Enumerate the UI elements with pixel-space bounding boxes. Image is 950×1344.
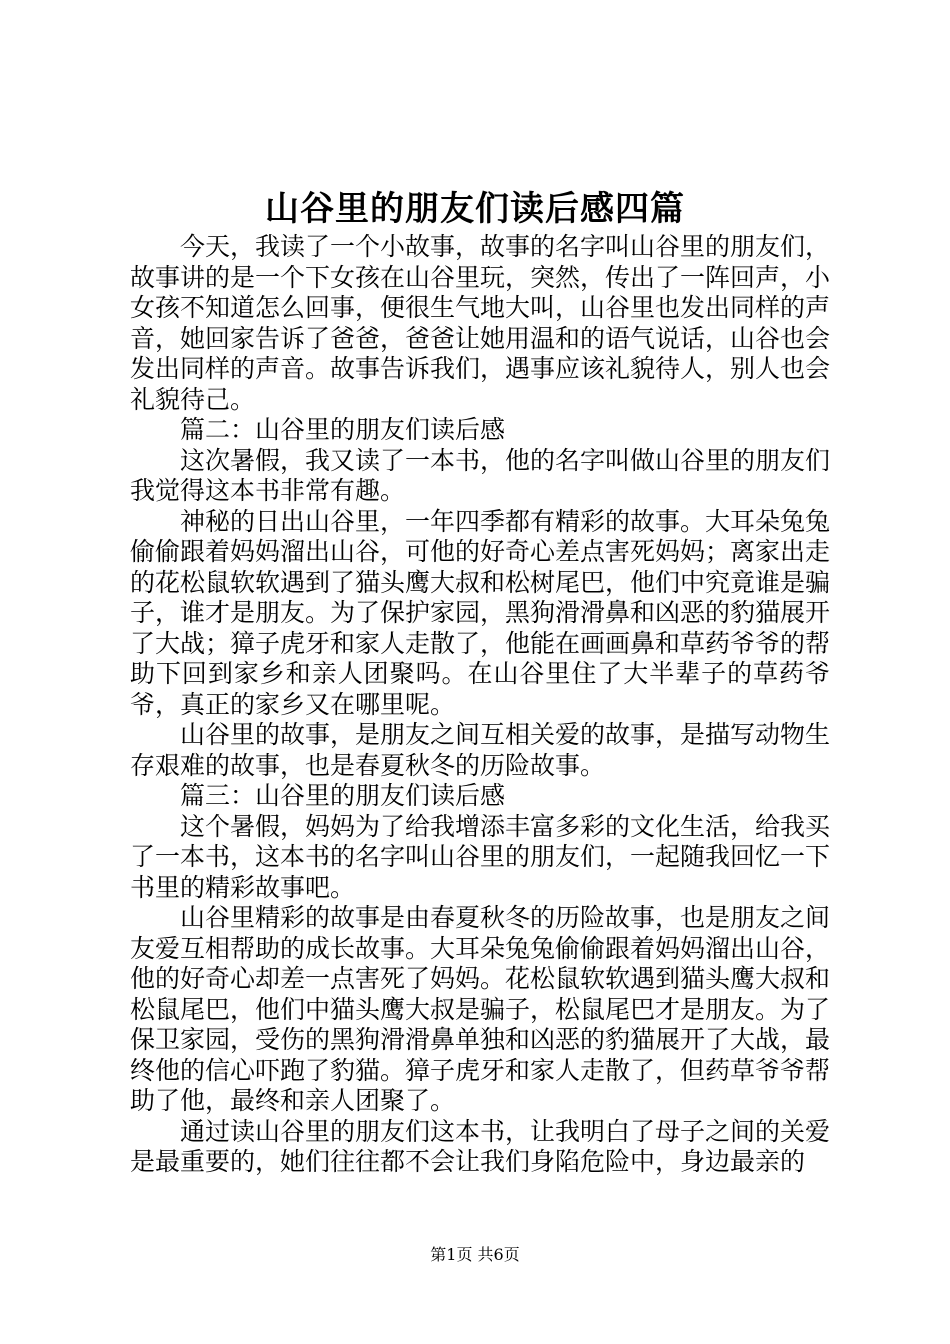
document-title: 山谷里的朋友们读后感四篇	[265, 189, 685, 229]
page-number-footer: 第1页 共6页	[430, 1245, 520, 1264]
section-heading-2: 篇二：山谷里的朋友们读后感	[180, 415, 506, 444]
paragraph-6: 山谷里精彩的故事是由春夏秋冬的历险故事，也是朋友之间友爱互相帮助的成长故事。大耳朵兔兔偷偷跟着妈妈溜出山谷，他的好奇心却差一点害死了妈妈。花松鼠软软遇到猫头鹰大叔和松鼠尾巴，他们中猫头鹰大叔是骗子，松鼠尾巴才是朋友。为了保卫家园，受伤的黑狗滑滑鼻单独和凶恶的豹猫展开了大战，最终他的信心吓跑了豹猫。獐子虎牙和家人走散了，但药草爷爷帮助了他，最终和亲人团聚了。	[130, 903, 831, 1115]
paragraph-5: 这个暑假，妈妈为了给我增添丰富多彩的文化生活，给我买了一本书，这本书的名字叫山谷里的朋友们，一起随我回忆一下书里的精彩故事吧。	[130, 811, 831, 902]
section-heading-3: 篇三：山谷里的朋友们读后感	[180, 781, 506, 810]
paragraph-3: 神秘的日出山谷里，一年四季都有精彩的故事。大耳朵兔兔偷偷跟着妈妈溜出山谷，可他的好奇心差点害死妈妈；离家出走的花松鼠软软遇到了猫头鹰大叔和松树尾巴，他们中究竟谁是骗子，谁才是朋友。为了保护家园，黑狗滑滑鼻和凶恶的豹猫展开了大战；獐子虎牙和家人走散了，他能在画画鼻和草药爷爷的帮助下回到家乡和亲人团聚吗。在山谷里住了大半辈子的草药爷爷，真正的家乡又在哪里呢。	[130, 506, 831, 719]
paragraph-2: 这次暑假，我又读了一本书，他的名字叫做山谷里的朋友们我觉得这本书非常有趣。	[130, 445, 831, 505]
paragraph-7: 通过读山谷里的朋友们这本书，让我明白了母子之间的关爱是最重要的，她们往往都不会让我们身陷危险中，身边最亲的	[130, 1116, 831, 1176]
paragraph-4: 山谷里的故事，是朋友之间互相关爱的故事，是描写动物生存艰难的故事，也是春夏秋冬的历险故事。	[130, 720, 831, 780]
document-body	[130, 232, 830, 1178]
paragraph-1: 今天，我读了一个小故事，故事的名字叫山谷里的朋友们，故事讲的是一个下女孩在山谷里玩，突然，传出了一阵回声，小女孩不知道怎么回事，便很生气地大叫，山谷里也发出同样的声音，她回家告诉了爸爸，爸爸让她用温和的语气说话，山谷也会发出同样的声音。故事告诉我们，遇事应该礼貌待人，别人也会礼貌待己。	[130, 232, 831, 414]
